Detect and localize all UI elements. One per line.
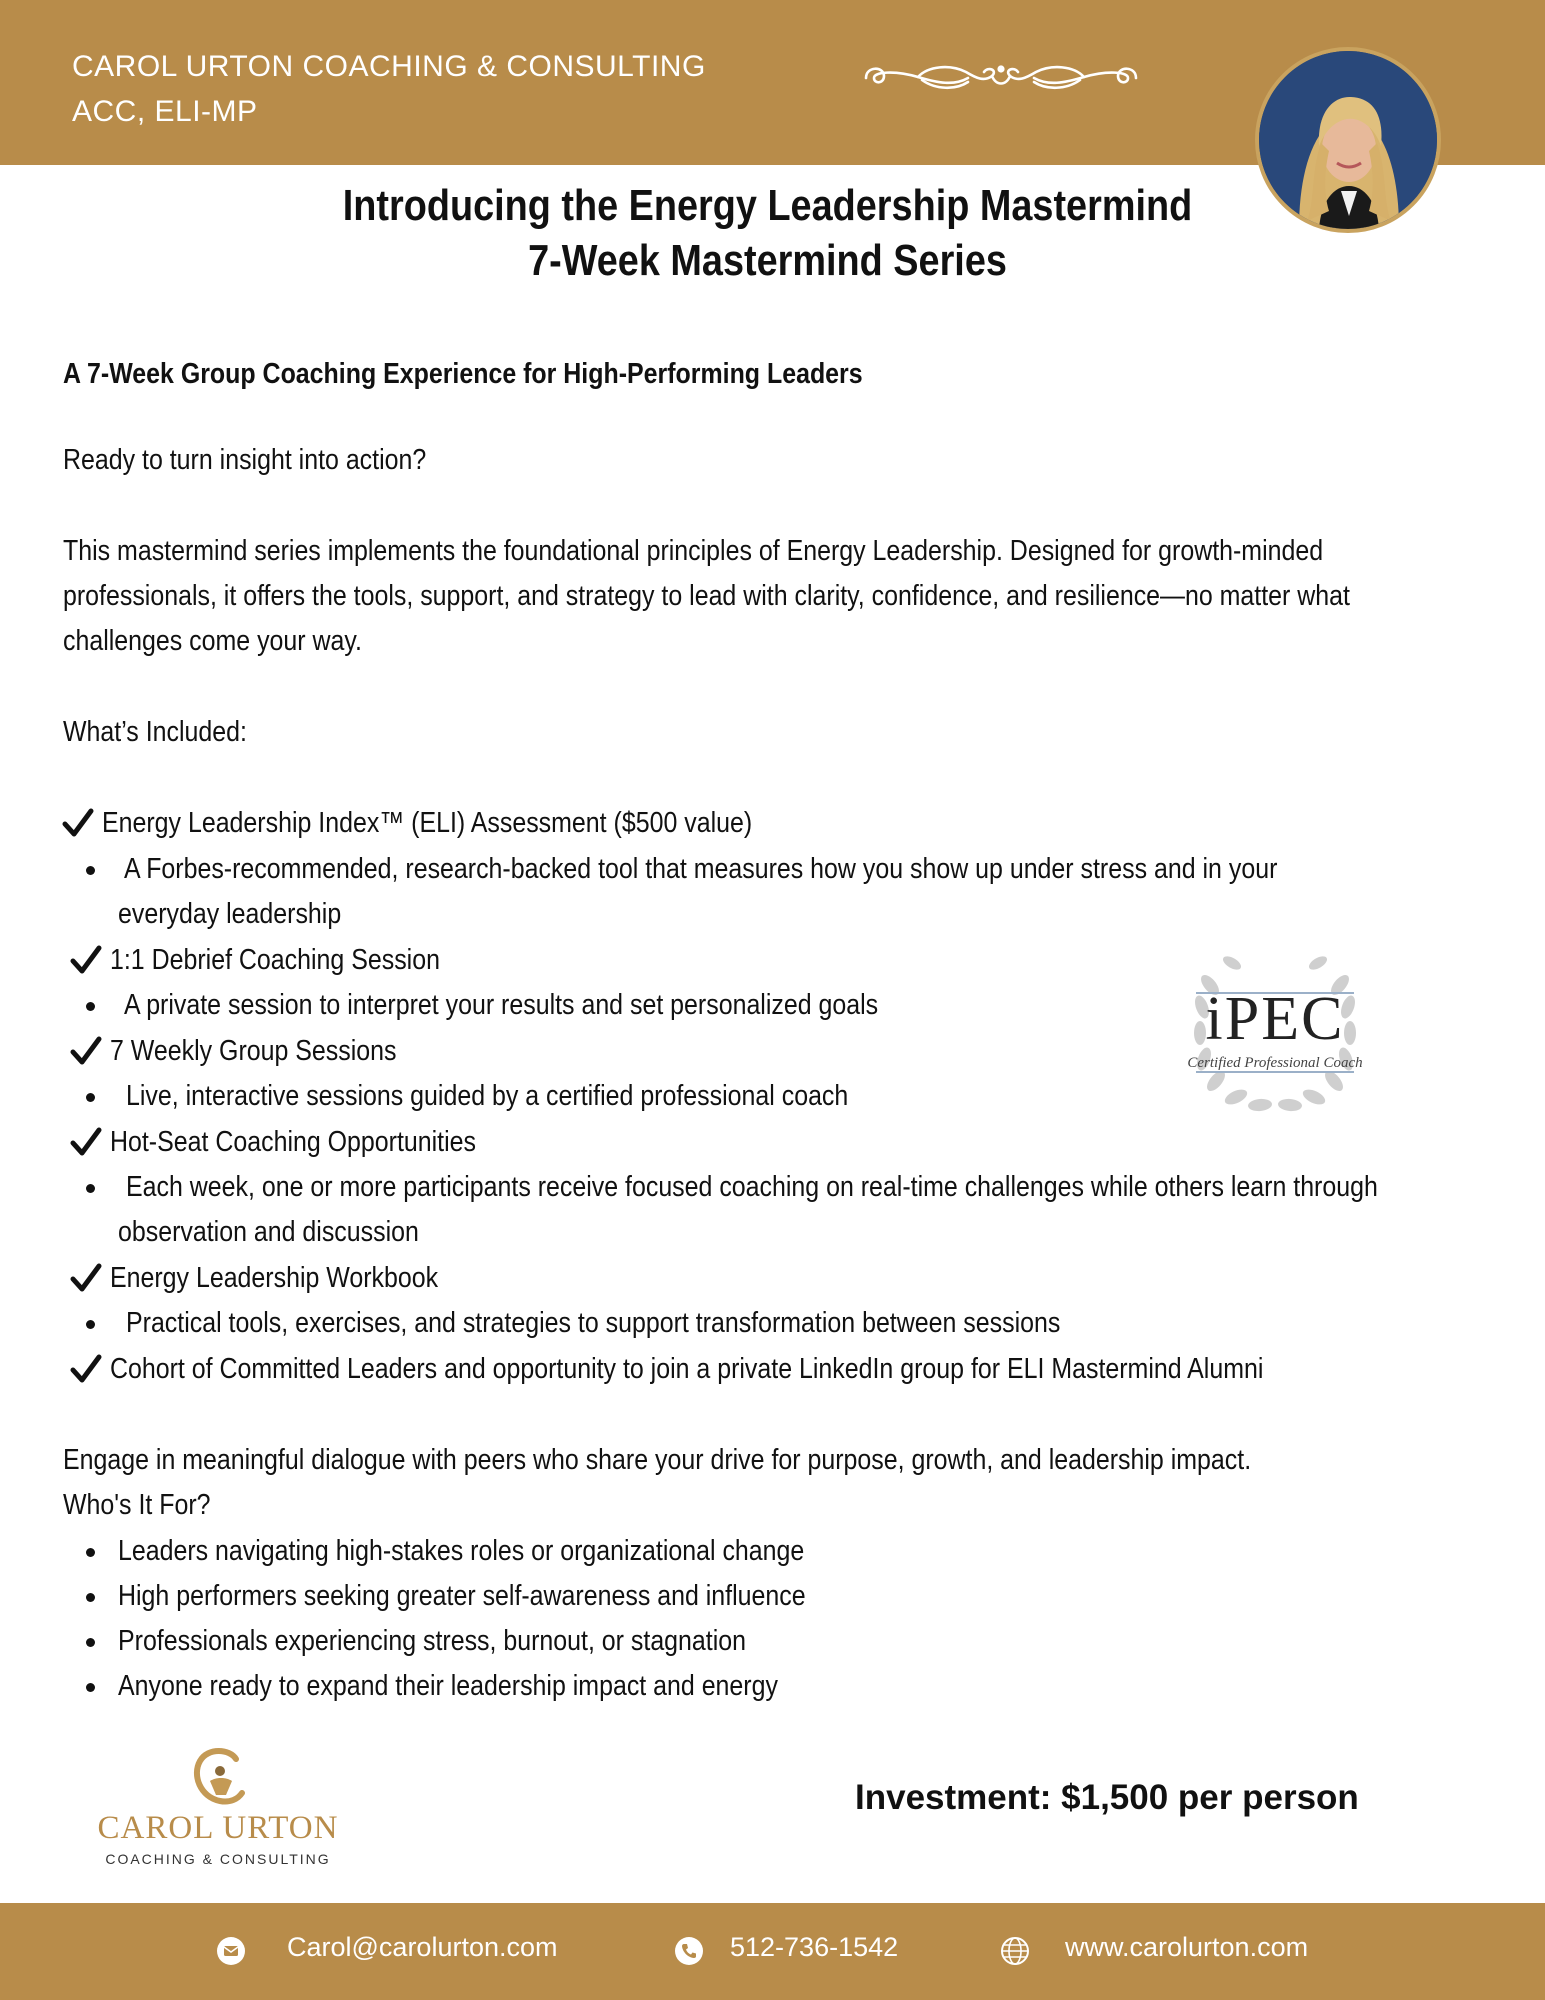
phone-icon xyxy=(674,1936,704,1966)
bullet-dot xyxy=(86,1593,95,1602)
included-item-title: Energy Leadership Index™ (ELI) Assessment ($500 value) xyxy=(102,807,753,839)
included-item-detail: A private session to interpret your results and set personalized goals xyxy=(124,989,879,1021)
description-line: professionals, it offers the tools, support, and strategy to lead with clarity, confidence, and resilience—no matter what xyxy=(63,580,1350,612)
check-icon xyxy=(62,808,94,838)
bullet-dot xyxy=(86,866,95,875)
included-item-title: 1:1 Debrief Coaching Session xyxy=(110,944,440,976)
who-item: Anyone ready to expand their leadership impact and energy xyxy=(118,1670,778,1702)
engage-text: Engage in meaningful dialogue with peers who share your drive for purpose, growth, and leadership impact. xyxy=(63,1444,1252,1476)
company-logo xyxy=(88,1745,348,1865)
check-icon xyxy=(70,1354,102,1384)
included-heading: What’s Included: xyxy=(63,716,247,748)
included-item-detail: observation and discussion xyxy=(118,1216,419,1248)
who-item: Leaders navigating high-stakes roles or organizational change xyxy=(118,1535,805,1567)
bullet-dot xyxy=(86,1093,95,1102)
section-subtitle: A 7-Week Group Coaching Experience for High-Performing Leaders xyxy=(63,358,863,390)
included-item-title: 7 Weekly Group Sessions xyxy=(110,1035,397,1067)
ipec-badge xyxy=(1180,945,1370,1120)
bullet-dot xyxy=(86,1683,95,1692)
investment-price: Investment: $1,500 per person xyxy=(855,1778,1359,1817)
check-icon xyxy=(70,1263,102,1293)
footer-email-link[interactable]: Carol@carolurton.com xyxy=(287,1932,558,1962)
check-icon xyxy=(70,1127,102,1157)
company-line1: CAROL URTON COACHING & CONSULTING xyxy=(72,50,706,83)
page-subtitle-title: 7-Week Mastermind Series xyxy=(528,236,1007,285)
company-credentials: ACC, ELI-MP xyxy=(72,95,258,128)
included-item-title: Energy Leadership Workbook xyxy=(110,1262,439,1294)
bullet-dot xyxy=(86,1320,95,1329)
description-line: challenges come your way. xyxy=(63,625,362,657)
included-item-detail: everyday leadership xyxy=(118,898,342,930)
bullet-dot xyxy=(86,1184,95,1193)
logo-tagline: COACHING & CONSULTING xyxy=(105,1851,331,1867)
flourish-ornament-icon xyxy=(858,58,1144,96)
ipec-name: iPEC xyxy=(1205,985,1345,1053)
ipec-caption: Certified Professional Coach xyxy=(1187,1055,1363,1071)
check-icon xyxy=(70,945,102,975)
included-item-detail: A Forbes-recommended, research-backed tool that measures how you show up under stress and in your xyxy=(124,853,1278,885)
email-icon xyxy=(216,1936,246,1966)
intro-question: Ready to turn insight into action? xyxy=(63,444,427,476)
bullet-dot xyxy=(86,1548,95,1557)
included-item-detail: Live, interactive sessions guided by a certified professional coach xyxy=(126,1080,849,1112)
included-item-title: Hot-Seat Coaching Opportunities xyxy=(110,1126,476,1158)
check-icon xyxy=(70,1036,102,1066)
logo-mark-icon xyxy=(186,1745,250,1809)
company-name xyxy=(72,44,706,134)
included-item-title: Cohort of Committed Leaders and opportunity to join a private LinkedIn group for ELI Mastermind Alumni xyxy=(110,1353,1264,1385)
bullet-dot xyxy=(86,1638,95,1647)
included-item-detail: Practical tools, exercises, and strategies to support transformation between sessions xyxy=(126,1307,1061,1339)
who-item: High performers seeking greater self-awareness and influence xyxy=(118,1580,806,1612)
footer-phone-link[interactable]: 512-736-1542 xyxy=(730,1932,899,1962)
bullet-dot xyxy=(86,1002,95,1011)
who-heading: Who's It For? xyxy=(63,1489,211,1521)
footer-website-link[interactable]: www.carolurton.com xyxy=(1065,1932,1309,1962)
included-item-detail: Each week, one or more participants receive focused coaching on real-time challenges while others learn through xyxy=(126,1171,1378,1203)
logo-name: CAROL URTON xyxy=(97,1810,339,1846)
globe-icon xyxy=(1000,1936,1030,1966)
page-title: Introducing the Energy Leadership Mastermind xyxy=(342,181,1193,230)
who-item: Professionals experiencing stress, burnout, or stagnation xyxy=(118,1625,747,1657)
description-line: This mastermind series implements the foundational principles of Energy Leadership. Designed for growth-minded xyxy=(63,535,1324,567)
